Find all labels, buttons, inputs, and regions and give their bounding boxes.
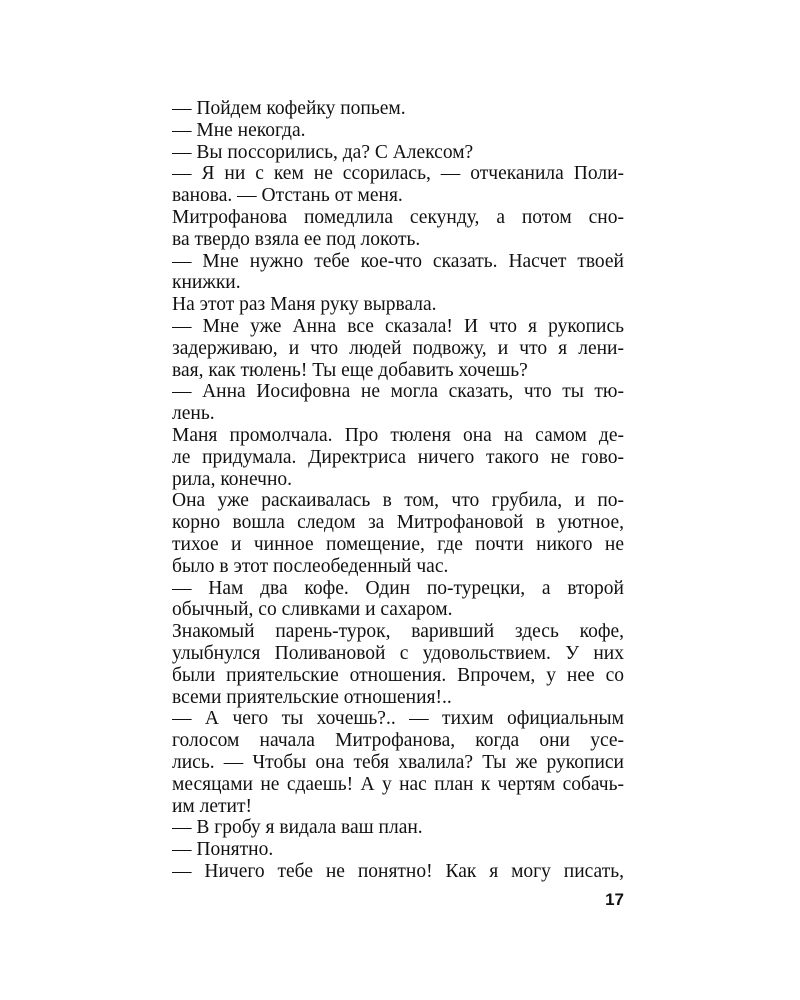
text-line: месяцами не сдаешь! А у нас план к чертям собачь- <box>172 773 624 795</box>
text-line: — Анна Иосифовна не могла сказать, что ты тю- <box>172 381 624 403</box>
page-number: 17 <box>605 890 624 909</box>
text-line: Митрофанова помедлила секунду, а потом сно- <box>172 206 624 228</box>
text-line: лись. — Чтобы она тебя хвалила? Ты же рукописи <box>172 751 624 773</box>
text-line: — Пойдем кофейку попьем. <box>172 98 406 119</box>
text-line: улыбнулся Поливановой с удовольствием. У них <box>172 642 624 664</box>
text-line: — Мне нужно тебе кое-что сказать. Насчет твоей <box>172 250 624 272</box>
text-line: Маня промолчала. Про тюленя она на самом де- <box>172 424 624 446</box>
text-line: — Мне уже Анна все сказала! И что я рукопись <box>172 315 624 337</box>
text-line: ле придумала. Директриса ничего такого не гово- <box>172 446 624 468</box>
text-line: лень. <box>172 403 215 425</box>
text-line: ванова. — Отстань от меня. <box>172 185 403 207</box>
body-text <box>172 98 624 883</box>
text-line: Она уже раскаивалась в том, что грубила, и по- <box>172 490 624 512</box>
text-line: На этот раз Маня руку вырвала. <box>172 294 437 316</box>
text-line: — В гробу я видала ваш план. <box>172 817 423 839</box>
text-line: — Нам два кофе. Один по-турецки, а второй <box>172 577 624 599</box>
text-line: — А чего ты хочешь?.. — тихим официальным <box>172 708 624 730</box>
text-line: вая, как тюлень! Ты еще добавить хочешь? <box>172 359 528 381</box>
text-line: — Я ни с кем не ссорилась, — отчеканила Поли- <box>172 163 624 185</box>
text-line: им летит! <box>172 795 253 817</box>
text-line: всеми приятельские отношения!.. <box>172 686 452 708</box>
text-line: — Понятно. <box>172 839 274 861</box>
text-line: — Мне некогда. <box>172 119 306 141</box>
text-line: — Ничего тебе не понятно! Как я могу писать, <box>172 860 624 882</box>
text-line: голосом начала Митрофанова, когда они усе- <box>172 730 624 752</box>
text-line: ва твердо взяла ее под локоть. <box>172 228 421 250</box>
text-line: Знакомый парень-турок, варивший здесь кофе, <box>172 621 624 643</box>
text-line: тихое и чинное помещение, где почти никого не <box>172 533 624 555</box>
text-line: были приятельские отношения. Впрочем, у нее со <box>172 664 624 686</box>
text-line: рила, конечно. <box>172 468 293 490</box>
text-line: обычный, со сливками и сахаром. <box>172 599 453 621</box>
text-line: задерживаю, и что людей подвожу, и что я лени- <box>172 337 624 359</box>
text-line: было в этот послеобеденный час. <box>172 555 449 577</box>
text-line: корно вошла следом за Митрофановой в уютное, <box>172 512 624 534</box>
text-line: — Вы поссорились, да? С Алексом? <box>172 141 474 163</box>
text-line: книжки. <box>172 272 241 294</box>
